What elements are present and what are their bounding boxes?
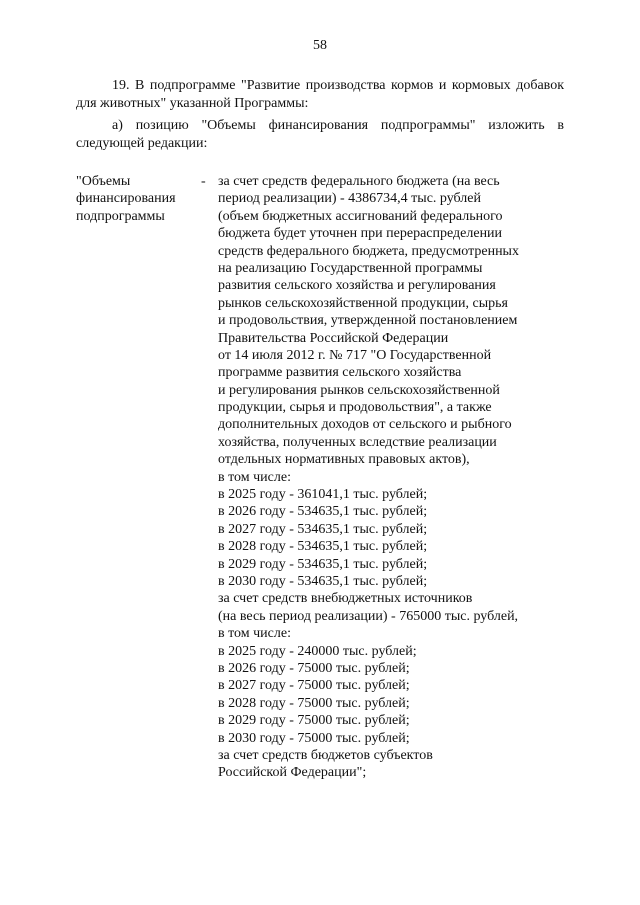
- financing-line: в 2030 году - 75000 тыс. рублей;: [218, 730, 410, 746]
- financing-line: программе развития сельского хозяйства: [218, 365, 462, 381]
- financing-text: [218, 173, 558, 782]
- financing-line: и продовольствия, утвержденной постановлением: [218, 313, 518, 329]
- financing-line: Правительства Российской Федерации: [218, 330, 449, 346]
- financing-line: и регулирования рынков сельскохозяйственной: [218, 382, 500, 398]
- financing-line: отдельных нормативных правовых актов),: [218, 452, 470, 468]
- financing-line: бюджета будет уточнен при перераспределении: [218, 226, 503, 242]
- financing-line: в 2029 году - 75000 тыс. рублей;: [218, 713, 410, 729]
- financing-line: в 2030 году - 534635,1 тыс. рублей;: [218, 573, 428, 589]
- financing-label-line: финансирования: [76, 191, 176, 207]
- page-number: 58: [313, 38, 327, 53]
- financing-line: за счет средств бюджетов субъектов: [218, 747, 433, 763]
- financing-line: хозяйства, полученных вследствие реализации: [218, 434, 497, 450]
- financing-line: в 2025 году - 240000 тыс. рублей;: [218, 643, 417, 659]
- financing-line: в том числе:: [218, 469, 291, 485]
- financing-line: в том числе:: [218, 626, 291, 642]
- financing-label-line: подпрограммы: [76, 208, 165, 224]
- financing-line: средств федерального бюджета, предусмотренных: [218, 243, 519, 259]
- financing-line: от 14 июля 2012 г. № 717 "О Государственной: [218, 347, 492, 363]
- financing-line: дополнительных доходов от сельского и рыбного: [218, 417, 512, 433]
- financing-line: в 2025 году - 361041,1 тыс. рублей;: [218, 487, 428, 503]
- financing-line: в 2026 году - 534635,1 тыс. рублей;: [218, 504, 428, 520]
- financing-dash: -: [201, 174, 206, 189]
- financing-label: [76, 173, 196, 225]
- financing-line: на реализацию Государственной программы: [218, 260, 483, 276]
- financing-line: (объем бюджетных ассигнований федерального: [218, 208, 503, 224]
- financing-label-line: "Объемы: [76, 174, 131, 189]
- paragraph-item-19: 19. В подпрограмме "Развитие производства кормов и кормовых добавок для животных" указанной Программы:: [76, 78, 564, 111]
- financing-line: Российской Федерации";: [218, 765, 367, 781]
- financing-line: за счет средств федерального бюджета (на весь: [218, 174, 500, 189]
- financing-line: продукции, сырья и продовольствия", а также: [218, 400, 492, 416]
- financing-line: в 2026 году - 75000 тыс. рублей;: [218, 660, 410, 676]
- financing-line: в 2027 году - 75000 тыс. рублей;: [218, 678, 410, 694]
- financing-line: период реализации) - 4386734,4 тыс. рублей: [218, 191, 481, 207]
- paragraph-item-a: а) позицию "Объемы финансирования подпрограммы" изложить в следующей редакции:: [76, 118, 564, 151]
- financing-line: в 2027 году - 534635,1 тыс. рублей;: [218, 521, 428, 537]
- financing-line: (на весь период реализации) - 765000 тыс. рублей,: [218, 608, 519, 624]
- financing-line: в 2028 году - 534635,1 тыс. рублей;: [218, 539, 428, 555]
- financing-line: в 2028 году - 75000 тыс. рублей;: [218, 695, 410, 711]
- financing-line: рынков сельскохозяйственной продукции, сырья: [218, 295, 508, 311]
- financing-line: в 2029 году - 534635,1 тыс. рублей;: [218, 556, 428, 572]
- financing-line: за счет средств внебюджетных источников: [218, 591, 473, 607]
- financing-line: развития сельского хозяйства и регулирования: [218, 278, 496, 294]
